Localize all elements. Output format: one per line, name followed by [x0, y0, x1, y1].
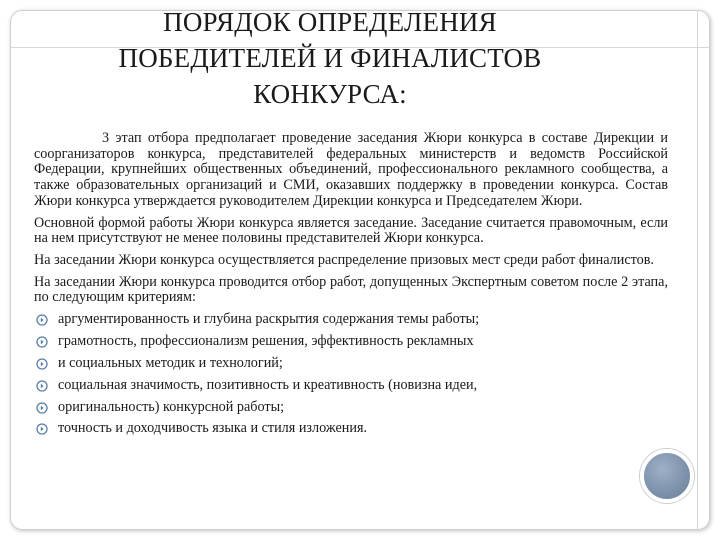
paragraph-criteria-intro: На заседании Жюри конкурса проводится отбор работ, допущенных Экспертным советом после 2 этапа, по следующим критериям: — [34, 273, 668, 306]
paragraph-stage3 — [34, 131, 668, 210]
paragraph-stage3-lead: 3 этап отбора предполагает — [102, 130, 276, 146]
paragraph-prize-distribution: На заседании Жюри конкурса осуществляется распределение призовых мест среди работ финалистов. — [34, 251, 654, 268]
title-line-3: КОНКУРСА: — [253, 79, 407, 109]
circled-arrow-bullet-icon — [36, 380, 48, 392]
slide-title — [70, 4, 590, 112]
circled-arrow-bullet-icon — [36, 336, 48, 348]
title-line-1: ПОРЯДОК ОПРЕДЕЛЕНИЯ — [163, 7, 497, 37]
criteria-text: оригинальность) конкурсной работы; — [58, 398, 285, 415]
decorative-circle-icon — [640, 449, 694, 503]
paragraph-stage3-text: проведение заседания Жюри конкурса в составе Дирекции и соорганизаторов конкурса, представителей федеральных министерств и ведомств Российской Федерации, крупнейших общественных объединений, профессионального рекламного сообщества, а также образовательных организаций и СМИ, оказавших поддержку в проведении конкурса. Состав Жюри конкурса утверждается руководителем Дирекции конкурса и Председателем Жюри. — [34, 130, 668, 209]
criteria-item — [34, 356, 668, 372]
circled-arrow-bullet-icon — [36, 358, 48, 370]
frame-divider-vertical — [697, 10, 698, 530]
circled-arrow-bullet-icon — [36, 314, 48, 326]
criteria-item — [34, 378, 668, 394]
criteria-item — [34, 421, 668, 437]
criteria-item — [34, 400, 668, 416]
criteria-text: аргументированность и глубина раскрытия содержания темы работы; — [58, 311, 480, 328]
criteria-item — [34, 312, 668, 328]
paragraph-jury-meeting: Основной формой работы Жюри конкурса является заседание. Заседание считается правомочным, если на нем присутствуют не менее половины представителей Жюри конкурса. — [34, 214, 668, 247]
criteria-list — [34, 312, 668, 437]
criteria-text: точность и доходчивость языка и стиля изложения. — [58, 420, 368, 437]
circled-arrow-bullet-icon — [36, 402, 48, 414]
criteria-text: социальная значимость, позитивность и креативность (новизна идеи, — [58, 376, 478, 393]
slide-body — [34, 131, 668, 443]
circled-arrow-bullet-icon — [36, 423, 48, 435]
criteria-text: грамотность, профессионализм решения, эффективность рекламных — [58, 332, 474, 349]
criteria-text: и социальных методик и технологий; — [58, 354, 283, 371]
criteria-item — [34, 334, 668, 350]
title-line-2: ПОБЕДИТЕЛЕЙ И ФИНАЛИСТОВ — [118, 43, 542, 73]
